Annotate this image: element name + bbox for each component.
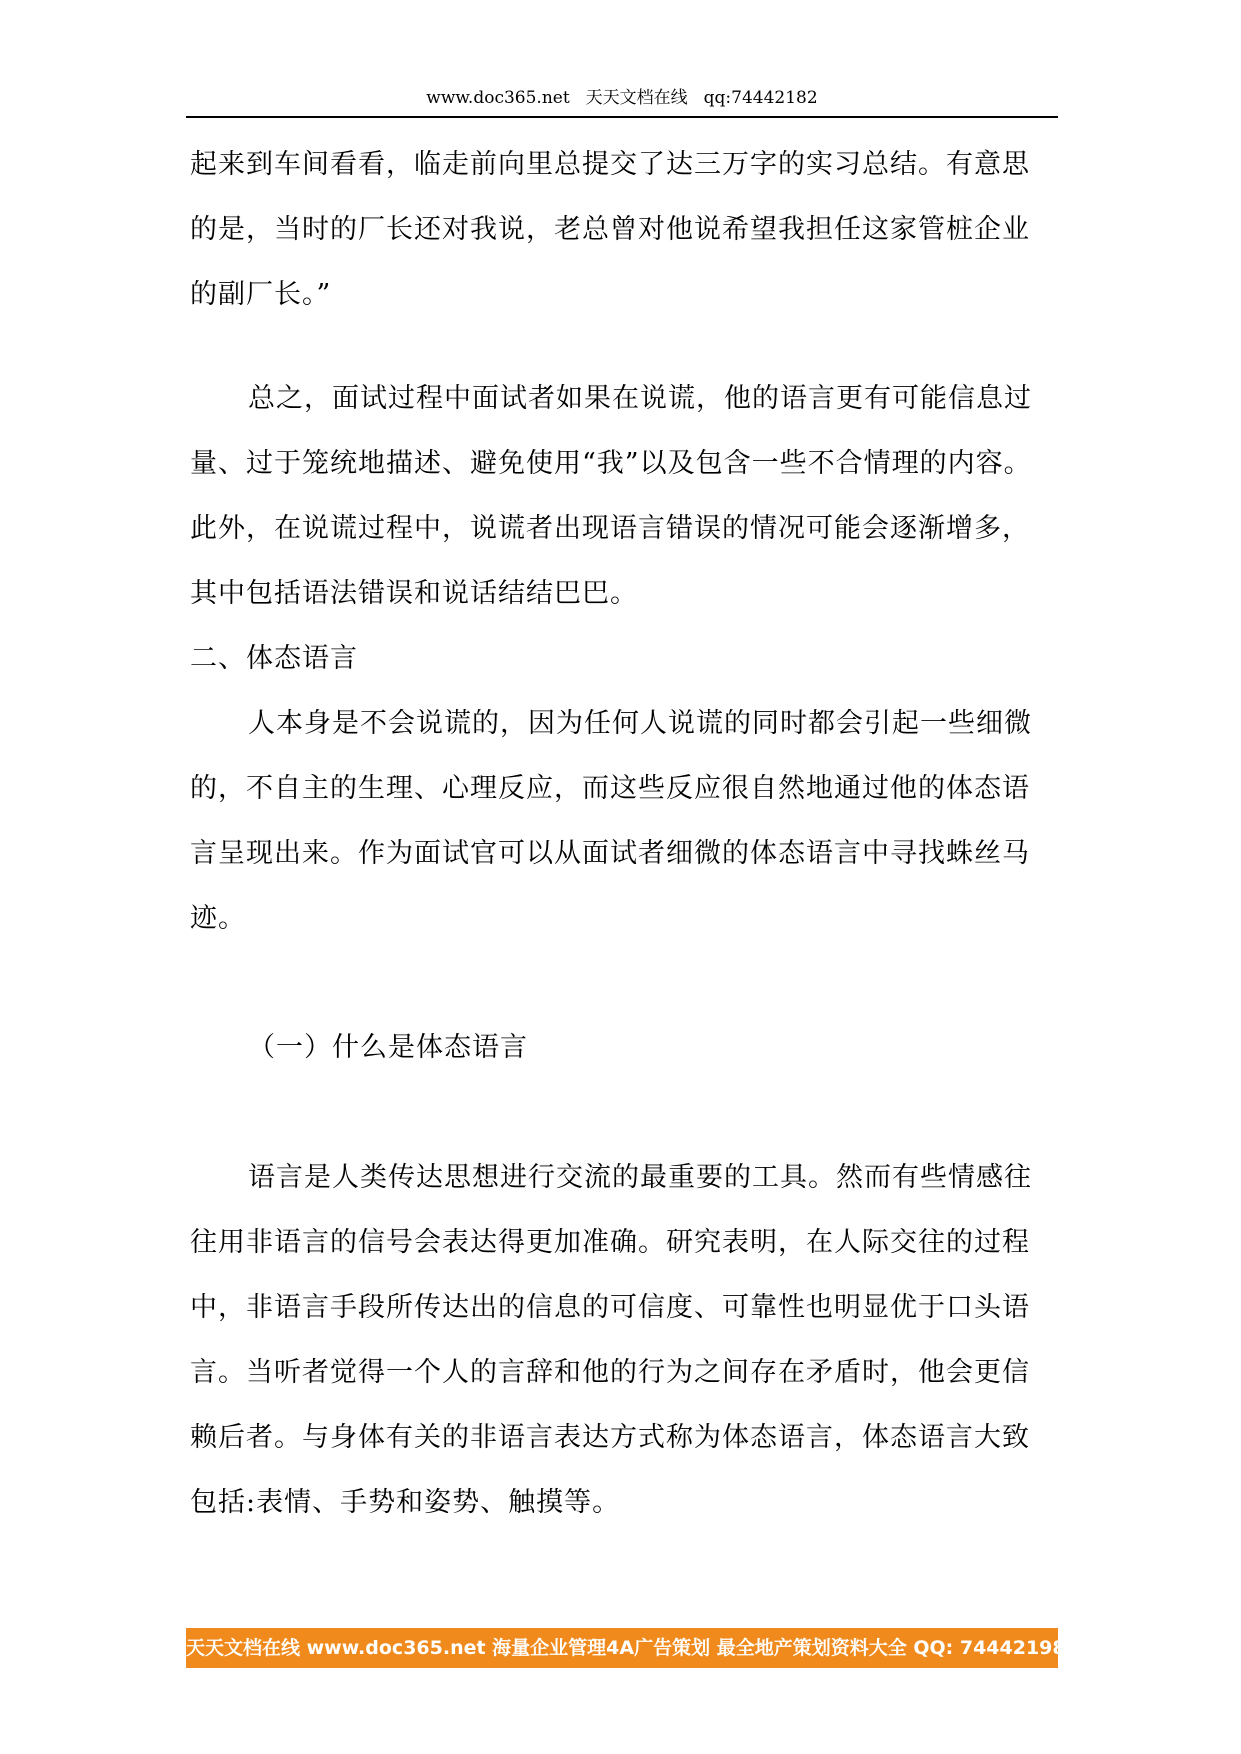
text-line: 包括:表情、手势和姿势、触摸等。 xyxy=(190,1487,621,1518)
text-line: 中，非语言手段所传达出的信息的可信度、可靠性也明显优于口头语 xyxy=(190,1292,1030,1323)
text-line: 的，不自主的生理、心理反应，而这些反应很自然地通过他的体态语 xyxy=(190,773,1030,804)
header-site: www.doc365.net xyxy=(426,88,570,108)
header-name: 天天文档在线 xyxy=(585,88,688,108)
text-line: 人本身是不会说谎的，因为任何人说谎的同时都会引起一些细微 xyxy=(248,708,1032,739)
text-line: 起来到车间看看，临走前向里总提交了达三万字的实习总结。有意思 xyxy=(190,149,1030,180)
header-qq: qq:74442182 xyxy=(703,88,818,108)
subheading-block xyxy=(190,1015,1060,1080)
text-line: 此外，在说谎过程中，说谎者出现语言错误的情况可能会逐渐增多， xyxy=(190,513,1030,544)
footer-banner[interactable]: 天天文档在线 www.doc365.net 海量企业管理4A广告策划 最全地产策划资料大全 QQ: 744421982 xyxy=(186,1628,1058,1668)
paragraph-1 xyxy=(190,132,1060,327)
text-line: 迹。 xyxy=(190,903,246,934)
text-line: 总之，面试过程中面试者如果在说谎，他的语言更有可能信息过 xyxy=(248,383,1032,414)
text-line: 其中包括语法错误和说话结结巴巴。 xyxy=(190,578,638,609)
text-line: 量、过于笼统地描述、避免使用“我”以及包含一些不合情理的内容。 xyxy=(190,448,1032,479)
section-heading: 二、体态语言 xyxy=(190,643,358,674)
subsection-heading: （一）什么是体态语言 xyxy=(248,1032,528,1063)
text-line: 言呈现出来。作为面试官可以从面试者细微的体态语言中寻找蛛丝马 xyxy=(190,838,1030,869)
page-header xyxy=(186,80,1058,118)
paragraph-4 xyxy=(190,1145,1060,1535)
text-line: 语言是人类传达思想进行交流的最重要的工具。然而有些情感往 xyxy=(248,1162,1032,1193)
text-line: 言。当听者觉得一个人的言辞和他的行为之间存在矛盾时，他会更信 xyxy=(190,1357,1030,1388)
text-line: 赖后者。与身体有关的非语言表达方式称为体态语言，体态语言大致 xyxy=(190,1422,1030,1453)
text-line: 往用非语言的信号会表达得更加准确。研究表明，在人际交往的过程 xyxy=(190,1227,1030,1258)
paragraph-3 xyxy=(190,691,1060,951)
text-line: 的副厂长。” xyxy=(190,279,332,310)
text-line: 的是，当时的厂长还对我说，老总曾对他说希望我担任这家管桩企业 xyxy=(190,214,1030,245)
paragraph-2 xyxy=(190,366,1060,691)
